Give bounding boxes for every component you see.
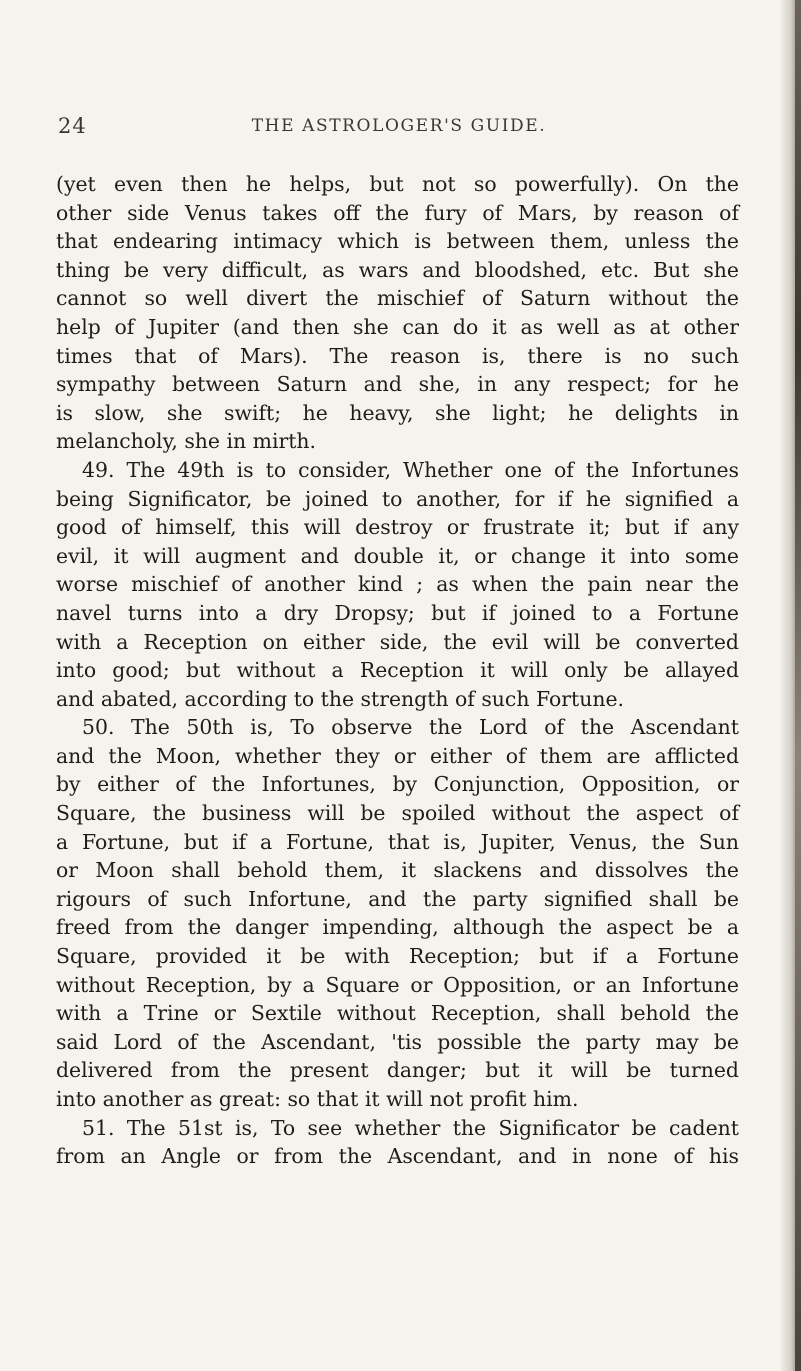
paragraph bbox=[56, 713, 739, 1113]
text-line: help of Jupiter (and then she can do it as well as at other bbox=[56, 314, 739, 339]
text-line: good of himself, this will destroy or frustrate it; but if any bbox=[56, 515, 739, 540]
paragraph bbox=[56, 456, 739, 713]
text-line: times that of Mars). The reason is, there is no such bbox=[56, 343, 739, 368]
text-line: other side Venus takes off the fury of Mars, by reason of bbox=[56, 200, 739, 225]
page-header bbox=[58, 114, 740, 144]
text-line: freed from the danger impending, although the aspect be a bbox=[56, 915, 739, 940]
body-text bbox=[56, 170, 739, 1171]
text-line: rigours of such Infortune, and the party signified shall be bbox=[56, 886, 739, 911]
text-line: delivered from the present danger; but it will be turned bbox=[56, 1058, 739, 1083]
text-line: melancholy, she in mirth. bbox=[56, 429, 317, 454]
text-line: is slow, she swift; he heavy, she light; he delights in bbox=[56, 400, 739, 425]
text-line: with a Trine or Sextile without Reception, shall behold the bbox=[56, 1001, 739, 1026]
text-line: with a Reception on either side, the evil will be converted bbox=[56, 629, 739, 654]
text-line: Square, provided it be with Reception; but if a Fortune bbox=[56, 944, 739, 969]
text-line: and abated, according to the strength of such Fortune. bbox=[56, 686, 625, 711]
text-line: worse mischief of another kind ; as when the pain near the bbox=[56, 572, 739, 597]
text-line: from an Angle or from the Ascendant, and in none of his bbox=[56, 1144, 739, 1169]
text-line: navel turns into a dry Dropsy; but if joined to a Fortune bbox=[56, 600, 739, 625]
text-line: 49. The 49th is to consider, Whether one of the Infortunes bbox=[82, 457, 739, 482]
text-line: without Reception, by a Square or Opposition, or an Infortune bbox=[56, 972, 739, 997]
text-line: 50. The 50th is, To observe the Lord of the Ascendant bbox=[82, 715, 739, 740]
text-line: evil, it will augment and double it, or change it into some bbox=[56, 543, 739, 568]
text-line: or Moon shall behold them, it slackens and dissolves the bbox=[56, 858, 739, 883]
text-line: by either of the Infortunes, by Conjunction, Opposition, or bbox=[56, 772, 739, 797]
text-line: into another as great: so that it will not profit him. bbox=[56, 1087, 579, 1111]
running-title: THE ASTROLOGER'S GUIDE. bbox=[251, 116, 547, 136]
text-line: thing be very difficult, as wars and bloodshed, etc. But she bbox=[56, 257, 739, 282]
text-line: sympathy between Saturn and she, in any respect; for he bbox=[56, 372, 739, 397]
text-line: (yet even then he helps, but not so powerfully). On the bbox=[56, 172, 739, 196]
text-line: a Fortune, but if a Fortune, that is, Jupiter, Venus, the Sun bbox=[56, 829, 739, 854]
paragraph bbox=[56, 1114, 739, 1171]
paragraph bbox=[56, 170, 739, 456]
text-line: being Significator, be joined to another, for if he signified a bbox=[56, 486, 739, 511]
text-line: into good; but without a Reception it will only be allayed bbox=[56, 658, 739, 683]
text-line: cannot so well divert the mischief of Saturn without the bbox=[56, 286, 739, 311]
text-line: said Lord of the Ascendant, 'tis possible the party may be bbox=[56, 1029, 739, 1054]
text-line: Square, the business will be spoiled without the aspect of bbox=[56, 801, 739, 826]
text-line: and the Moon, whether they or either of them are afflicted bbox=[56, 743, 739, 768]
text-line: that endearing intimacy which is between them, unless the bbox=[56, 229, 739, 254]
page-edge bbox=[795, 0, 801, 1371]
page-number: 24 bbox=[58, 114, 87, 138]
text-line: 51. The 51st is, To see whether the Significator be cadent bbox=[82, 1115, 739, 1140]
